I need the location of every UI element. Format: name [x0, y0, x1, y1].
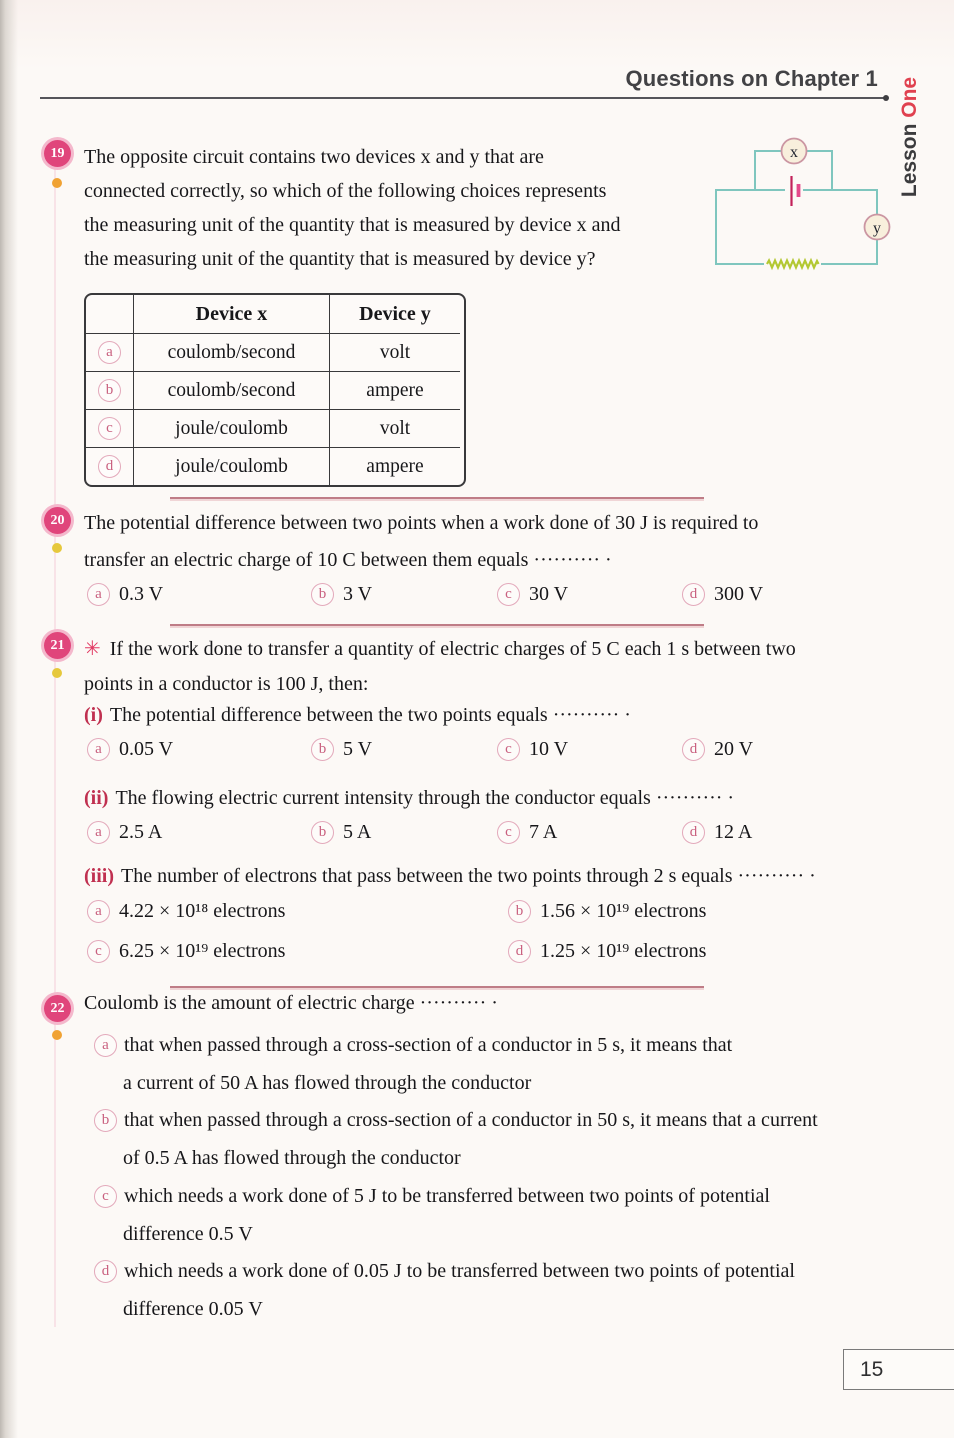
- option-text: 1.25 × 10¹⁹ electrons: [540, 940, 707, 962]
- question-20-badge: 20: [44, 507, 71, 534]
- option-d: [682, 821, 752, 844]
- option-text: 5 A: [343, 821, 372, 843]
- question-21-dot: [52, 668, 62, 678]
- table-cell: joule/coulomb: [134, 448, 330, 485]
- part-text: The number of electrons that pass between the two points through 2 s equals ·········· ·: [121, 865, 816, 887]
- question-21-part-i: [84, 704, 631, 727]
- question-20-text: [84, 505, 758, 579]
- part-label: (i): [84, 704, 103, 726]
- option-text: 7 A: [529, 821, 558, 843]
- table-row: [86, 448, 134, 485]
- option-letter-badge: c: [497, 583, 520, 606]
- asterisk-icon: ✳: [84, 636, 101, 660]
- option-text: 20 V: [714, 738, 754, 760]
- option-text: 30 V: [529, 583, 569, 605]
- option-b: [311, 821, 497, 844]
- option-text: 3 V: [343, 583, 373, 605]
- question-19-line-1: The opposite circuit contains two devices x and y that are: [84, 146, 544, 168]
- lesson-label: [898, 77, 922, 197]
- ammeter-x-label: x: [790, 144, 798, 161]
- table-row: [86, 372, 134, 410]
- question-22-badge: 22: [44, 995, 71, 1022]
- option-letter-badge: a: [87, 583, 110, 606]
- part-label: (iii): [84, 865, 114, 887]
- question-21-part-iii: [84, 865, 816, 888]
- question-20-dot: [52, 543, 62, 553]
- option-letter-badge: c: [98, 417, 121, 440]
- question-22-option-a: [94, 1027, 732, 1102]
- table-header-device-x: Device x: [134, 295, 330, 334]
- option-text: 300 V: [714, 583, 764, 605]
- question-separator: [170, 497, 704, 499]
- page-spine-shadow: [0, 0, 18, 1438]
- lesson-word: Lesson: [898, 117, 922, 198]
- option-letter-badge: b: [508, 900, 531, 923]
- option-text: 4.22 × 10¹⁸ electrons: [119, 900, 286, 922]
- question-separator: [170, 986, 704, 988]
- question-20-line-1: The potential difference between two points when a work done of 30 J is required to: [84, 512, 759, 534]
- page-number: 15: [860, 1357, 884, 1381]
- option-letter-badge: b: [311, 583, 334, 606]
- margin-guide-line: [54, 162, 56, 1327]
- option-letter-badge: a: [87, 738, 110, 761]
- option-letter-badge: a: [98, 341, 121, 364]
- page-number-box: [843, 1349, 954, 1390]
- question-21-part-iii-options-row-2: [87, 940, 706, 963]
- circuit-diagram: [700, 130, 900, 282]
- option-letter-badge: d: [508, 940, 531, 963]
- question-separator: [170, 624, 704, 626]
- option-text-line-1: that when passed through a cross-section of a conductor in 50 s, it means that a current: [124, 1109, 818, 1131]
- option-letter-badge: b: [98, 379, 121, 402]
- table-row: [86, 410, 134, 448]
- option-c: [87, 940, 508, 963]
- table-cell: ampere: [330, 372, 460, 410]
- table-cell: volt: [330, 410, 460, 448]
- question-19-text: [84, 140, 621, 276]
- table-row: [86, 334, 134, 372]
- question-21-part-i-options: [87, 738, 753, 761]
- question-21-intro-text: If the work done to transfer a quantity of electric charges of 5 C each 1 s between two: [109, 638, 796, 660]
- option-text: 2.5 A: [119, 821, 163, 843]
- option-letter-badge: b: [311, 738, 334, 761]
- option-text-line-1: that when passed through a cross-section of a conductor in 5 s, it means that: [124, 1034, 733, 1056]
- table-cell: ampere: [366, 455, 424, 477]
- question-21-part-ii-options: [87, 821, 752, 844]
- question-21-part-ii: [84, 787, 734, 810]
- question-19-line-2: connected correctly, so which of the following choices represents: [84, 180, 607, 202]
- option-letter-badge: b: [311, 821, 334, 844]
- option-b: [311, 583, 497, 606]
- option-d: [508, 940, 706, 963]
- option-text: 1.56 × 10¹⁹ electrons: [540, 900, 707, 922]
- option-text-line-2: of 0.5 A has flowed through the conductor: [123, 1147, 461, 1169]
- question-19-badge: 19: [44, 140, 71, 167]
- question-21-badge: 21: [44, 632, 71, 659]
- option-c: [497, 821, 682, 844]
- option-letter-badge: a: [87, 821, 110, 844]
- question-22-dot: [52, 1030, 62, 1040]
- part-text: The potential difference between the two points equals ·········· ·: [109, 704, 631, 726]
- question-22-option-b: [94, 1102, 818, 1177]
- option-letter-badge: d: [682, 821, 705, 844]
- option-text: 6.25 × 10¹⁹ electrons: [119, 940, 286, 962]
- option-b: [311, 738, 497, 761]
- part-label: (ii): [84, 787, 109, 809]
- option-letter-badge: d: [682, 583, 705, 606]
- question-22-option-d: [94, 1253, 795, 1328]
- option-text-line-1: which needs a work done of 0.05 J to be transferred between two points of potential: [124, 1260, 795, 1282]
- option-text-line-2: a current of 50 A has flowed through the conductor: [123, 1072, 532, 1094]
- option-letter-badge: c: [87, 940, 110, 963]
- option-letter-badge: d: [98, 455, 121, 478]
- option-text-line-1: which needs a work done of 5 J to be transferred between two points of potential: [124, 1185, 770, 1207]
- voltmeter-y-label: y: [873, 220, 881, 237]
- page-title: Questions on Chapter 1: [625, 66, 878, 91]
- option-b: [508, 900, 706, 923]
- option-text: 12 A: [714, 821, 753, 843]
- table-cell: coulomb/second: [134, 372, 330, 410]
- option-a: [87, 583, 311, 606]
- table-corner-cell: [86, 295, 134, 334]
- option-letter-badge: c: [497, 821, 520, 844]
- option-letter-badge: b: [94, 1109, 117, 1132]
- option-letter-badge: d: [94, 1260, 117, 1283]
- circuit-outer-wire: [716, 190, 877, 264]
- part-text: The flowing electric current intensity through the conductor equals ·········· ·: [115, 787, 735, 809]
- question-21-intro: [84, 630, 796, 702]
- option-d: [682, 583, 763, 606]
- option-letter-badge: a: [87, 900, 110, 923]
- option-text: 10 V: [529, 738, 569, 760]
- option-letter-badge: d: [682, 738, 705, 761]
- question-22-option-c: [94, 1178, 770, 1253]
- question-19-answer-table: [84, 293, 466, 487]
- option-a: [87, 900, 508, 923]
- option-c: [497, 583, 682, 606]
- table-cell: coulomb/second: [134, 334, 330, 372]
- option-text: 0.05 V: [119, 738, 174, 760]
- table-cell: joule/coulomb: [134, 410, 330, 448]
- question-21-part-iii-options-row-1: [87, 900, 706, 923]
- question-19-line-3: the measuring unit of the quantity that is measured by device x and: [84, 214, 621, 236]
- option-letter-badge: c: [497, 738, 520, 761]
- option-text: 0.3 V: [119, 583, 164, 605]
- option-a: [87, 821, 311, 844]
- question-20-line-2: transfer an electric charge of 10 C between them equals ·········· ·: [84, 549, 612, 571]
- option-text-line-2: difference 0.05 V: [123, 1298, 263, 1320]
- question-21-line-2: points in a conductor is 100 J, then:: [84, 673, 369, 695]
- table-header-device-y: Device y: [330, 295, 460, 334]
- question-22-text: Coulomb is the amount of electric charge ·········· ·: [84, 992, 498, 1014]
- option-text-line-2: difference 0.5 V: [123, 1223, 253, 1245]
- question-19-line-4: the measuring unit of the quantity that is measured by device y?: [84, 248, 596, 270]
- option-letter-badge: a: [94, 1034, 117, 1057]
- table-cell: volt: [330, 334, 460, 372]
- question-21-line-1: [84, 630, 796, 666]
- option-letter-badge: c: [94, 1185, 117, 1208]
- option-a: [87, 738, 311, 761]
- option-c: [497, 738, 682, 761]
- option-text: 5 V: [343, 738, 373, 760]
- question-19-dot: [52, 178, 62, 188]
- lesson-accent-word: One: [898, 76, 922, 118]
- question-20-options: [87, 583, 763, 606]
- option-d: [682, 738, 753, 761]
- header-rule: [40, 97, 886, 99]
